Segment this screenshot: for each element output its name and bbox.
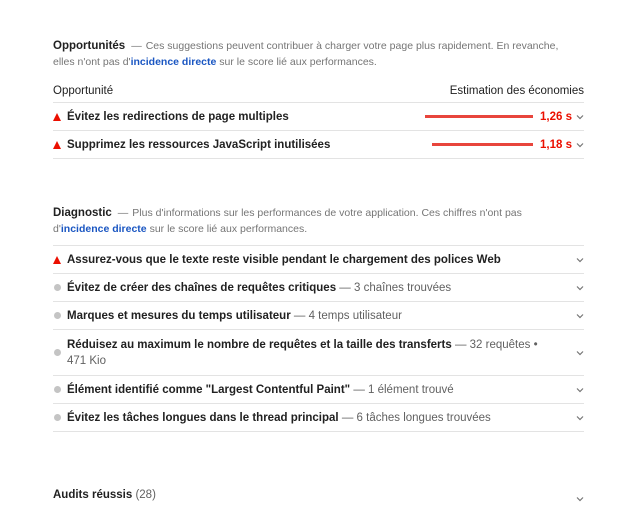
passed-audits-count: (28) bbox=[135, 489, 156, 501]
info-dot-icon bbox=[54, 284, 61, 291]
warning-triangle-icon bbox=[53, 256, 61, 264]
diagnostic-detail: 3 chaînes trouvées bbox=[354, 281, 452, 294]
savings-bar bbox=[425, 115, 533, 118]
opportunity-label: Supprimez les ressources JavaScript inutilisées bbox=[67, 138, 331, 151]
chevron-down-icon[interactable] bbox=[572, 142, 584, 148]
chevron-down-icon[interactable] bbox=[572, 285, 584, 291]
info-dot-icon bbox=[54, 312, 61, 319]
diagnostic-label: Marques et mesures du temps utilisateur bbox=[67, 309, 291, 322]
opportunity-item-redirects[interactable] bbox=[53, 103, 584, 131]
chevron-down-icon[interactable] bbox=[572, 496, 584, 502]
opportunities-title: Opportunités bbox=[53, 40, 126, 52]
diagnostic-label: Élément identifié comme "Largest Contentful Paint" bbox=[67, 383, 351, 396]
diagnostic-label: Réduisez au maximum le nombre de requêtes et la taille des transferts bbox=[67, 338, 452, 351]
passed-audits-title: Audits réussis bbox=[53, 489, 133, 501]
warning-triangle-icon bbox=[53, 141, 61, 149]
diagnostic-item-user-timings[interactable]: Marques et mesures du temps utilisateur — 4 temps utilisateur bbox=[53, 302, 584, 330]
savings-bar bbox=[432, 143, 533, 146]
savings-value: 1,18 s bbox=[540, 138, 572, 151]
chevron-down-icon[interactable] bbox=[572, 257, 584, 263]
diagnostic-label: Évitez les tâches longues dans le thread principal bbox=[67, 411, 339, 424]
chevron-down-icon[interactable] bbox=[572, 387, 584, 393]
opportunities-header: Opportunités — Ces suggestions peuvent contribuer à charger votre page plus rapidement. En revanche, elles n'ont pas d'incidence directe sur le score lié aux performances. bbox=[53, 40, 559, 68]
opportunities-description: Ces suggestions peuvent contribuer à charger votre page plus rapidement. En revanche, bbox=[145, 40, 559, 52]
diagnostic-label: Assurez-vous que le texte reste visible pendant le chargement des polices Web bbox=[67, 253, 501, 266]
passed-audits-toggle[interactable] bbox=[53, 485, 584, 505]
opportunities-table-header bbox=[53, 80, 584, 103]
chevron-down-icon[interactable] bbox=[572, 313, 584, 319]
diagnostic-label: Évitez de créer des chaînes de requêtes critiques bbox=[67, 281, 337, 294]
info-dot-icon bbox=[54, 386, 61, 393]
opportunities-section bbox=[53, 38, 584, 159]
diagnostic-detail: 6 tâches longues trouvées bbox=[356, 411, 491, 424]
diagnostic-item-long-tasks[interactable]: Évitez les tâches longues dans le thread principal — 6 tâches longues trouvées bbox=[53, 404, 584, 432]
diagnostic-detail-size: 471 Kio bbox=[67, 354, 107, 367]
column-estimation: Estimation des économies bbox=[449, 85, 584, 97]
opportunity-label: Évitez les redirections de page multiples bbox=[67, 110, 289, 123]
incidence-directe-link[interactable]: incidence directe bbox=[60, 223, 147, 235]
incidence-directe-link[interactable]: incidence directe bbox=[130, 56, 217, 68]
diagnostics-header: Diagnostic — Plus d'informations sur les performances de votre application. Ces chiffres n'ont pas d'incidence directe sur le score lié aux performances. bbox=[53, 207, 522, 235]
diagnostic-item-critical-chains[interactable]: Évitez de créer des chaînes de requêtes critiques — 3 chaînes trouvées bbox=[53, 274, 584, 302]
diagnostics-section bbox=[53, 205, 584, 432]
diagnostics-description: Plus d'informations sur les performances de votre application. Ces chiffres n'ont pas bbox=[132, 207, 522, 219]
chevron-down-icon[interactable] bbox=[572, 114, 584, 120]
info-dot-icon bbox=[54, 349, 61, 356]
warning-triangle-icon bbox=[53, 113, 61, 121]
chevron-down-icon[interactable] bbox=[572, 350, 584, 356]
diagnostic-detail: 32 requêtes • bbox=[469, 338, 538, 351]
opportunity-item-unused-js[interactable] bbox=[53, 131, 584, 159]
diagnostics-title: Diagnostic bbox=[53, 207, 112, 219]
chevron-down-icon[interactable] bbox=[572, 415, 584, 421]
diagnostic-detail: 4 temps utilisateur bbox=[308, 309, 402, 322]
diagnostic-item-font-display[interactable] bbox=[53, 246, 584, 274]
diagnostic-item-resource-summary[interactable]: Réduisez au maximum le nombre de requêtes et la taille des transferts — 32 requêtes • 471 Kio bbox=[53, 330, 584, 376]
savings-value: 1,26 s bbox=[540, 110, 572, 123]
column-opportunite: Opportunité bbox=[53, 85, 114, 97]
info-dot-icon bbox=[54, 414, 61, 421]
diagnostic-item-lcp-element[interactable]: Élément identifié comme "Largest Contentful Paint" — 1 élément trouvé bbox=[53, 376, 584, 404]
diagnostic-detail: 1 élément trouvé bbox=[368, 383, 454, 396]
